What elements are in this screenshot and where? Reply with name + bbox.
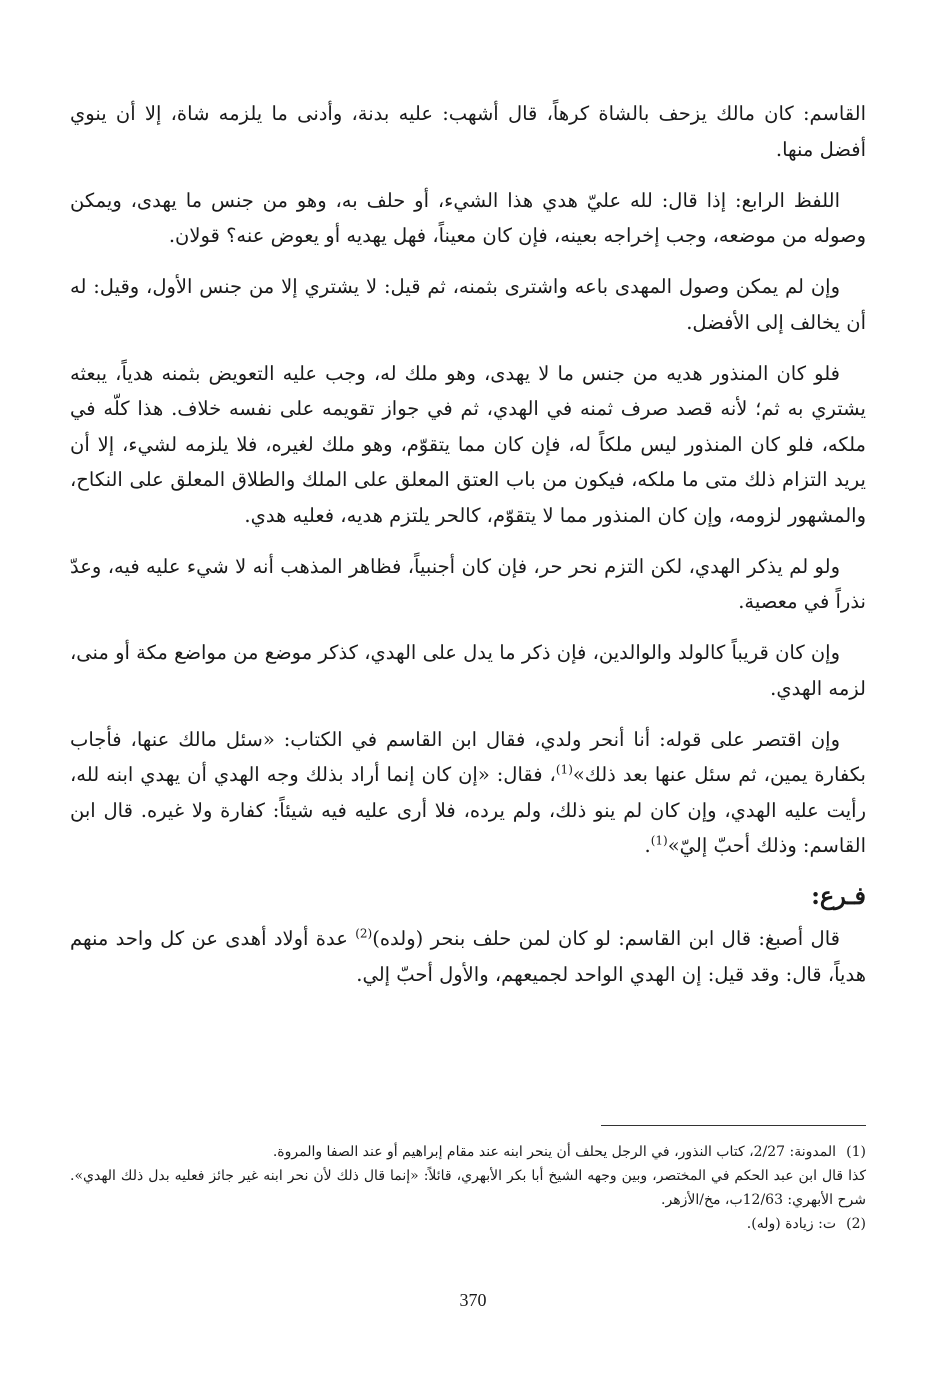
footnote-2-text: ت: زيادة (وله). xyxy=(746,1216,836,1232)
paragraph-3: وإن لم يمكن وصول المهدى باعه واشترى بثمنه، ثم قيل: لا يشتري إلا من جنس الأول، وقيل: له أن يخالف إلى الأفضل. xyxy=(70,275,866,334)
paragraph-7-part-1: وإن اقتصر على قوله: أنا أنحر ولدي، فقال ابن القاسم في الكتاب: «سئل مالك عنها، فأجاب بكفارة يمين، ثم سئل عنها بعد ذلك» xyxy=(70,727,866,786)
paragraph-1: القاسم: كان مالك يزحف بالشاة كرهاً، قال أشهب: عليه بدنة، وأدنى ما يلزمه شاة، إلا أن ينوي أفضل منها. xyxy=(70,102,866,161)
paragraph-7-part-3: . xyxy=(644,834,651,857)
paragraph-8-part-1: قال أصبغ: قال ابن القاسم: لو كان لمن حلف بنحر (ولده) xyxy=(372,927,840,950)
footnote-ref-1: (1) xyxy=(555,762,573,777)
footnote-2 xyxy=(70,1212,866,1236)
page-number: 370 xyxy=(459,1290,487,1310)
paragraph-5: ولو لم يذكر الهدي، لكن التزم نحر حر، فإن كان أجنبياً، فظاهر المذهب أنه لا شيء عليه فيه، وعدّ نذراً في معصية. xyxy=(70,554,866,613)
paragraph-8 xyxy=(70,921,866,992)
footnote-1 xyxy=(70,1140,866,1164)
paragraph-7-part-2: ، فقال: «إن كان إنما أراد بذلك وجه الهدي أن يهدي ابنه لله، رأيت عليه الهدي، وإن كان لم ينو ذلك، ولم يرده، فلا أرى عليه فيه شيئاً: كفارة ولا غيره. قال ابن القاسم: وذلك أحبّ إليّ» xyxy=(70,763,866,857)
paragraph-8-part-2: عدة أولاد أهدى عن كل واحد منهم هدياً، قال: وقد قيل: إن الهدي الواحد لجميعهم، والأول أحبّ إلي. xyxy=(70,927,866,986)
main-text xyxy=(70,96,866,1008)
footnote-1-number: (1) xyxy=(846,1144,866,1160)
paragraph-4: فلو كان المنذور هديه من جنس ما لا يهدى، وهو ملك له، وجب عليه التعويض بثمنه هدياً، يبعثه يشتري به ثم؛ لأنه قصد صرف ثمنه في الهدي، ثم في جواز تقويمه على نفسه خلاف. هذا كلّه في ملكه، فلو كان المنذور ليس ملكاً له، فإن كان مما يتقوّم، وهو ملك لغيره، فلا يلزمه لشيء، إلا أن يريد التزام ذلك متى ما ملكه، فيكون من باب العتق المعلق على الملك والطلاق المعلق على النكاح، والمشهور لزومه، وإن كان المنذور مما لا يتقوّم، كالحر يلتزم هديه، فعليه هدي. xyxy=(70,361,866,527)
footnote-separator xyxy=(601,1125,866,1126)
footnote-ref-2: (2) xyxy=(355,926,373,941)
paragraph-6: وإن كان قريباً كالولد والوالدين، فإن ذكر ما يدل على الهدي، كذكر موضع من مواضع مكة أو منى، لزمه الهدي. xyxy=(70,641,866,700)
footnote-2-number: (2) xyxy=(846,1216,866,1232)
footnote-ref-1b: (1) xyxy=(650,833,668,848)
section-heading: فـرع: xyxy=(811,881,866,910)
footnote-1-continuation: كذا قال ابن عبد الحكم في المختصر، وبين وجهه الشيخ أبا بكر الأبهري، قائلاً: «إنما قال ذلك لأن نحر ابنه غير جائز فعليه بدل ذلك الهدي». شرح الأبهري: 12/63ب، مخ/الأزهر. xyxy=(70,1168,866,1208)
footnote-1-text: المدونة: 2/27، كتاب النذور، في الرجل يحلف أن ينحر ابنه عند مقام إبراهيم أو عند الصفا والمروة. xyxy=(272,1144,836,1160)
footnotes xyxy=(70,1140,866,1236)
paragraph-7 xyxy=(70,722,866,864)
paragraph-2: اللفظ الرابع: إذا قال: لله عليّ هدي هذا الشيء، أو حلف به، وهو من جنس ما يهدى، ويمكن وصوله من موضعه، وجب إخراجه بعينه، فإن كان معيناً، فهل يهديه أو يعوض عنه؟ قولان. xyxy=(70,188,866,247)
